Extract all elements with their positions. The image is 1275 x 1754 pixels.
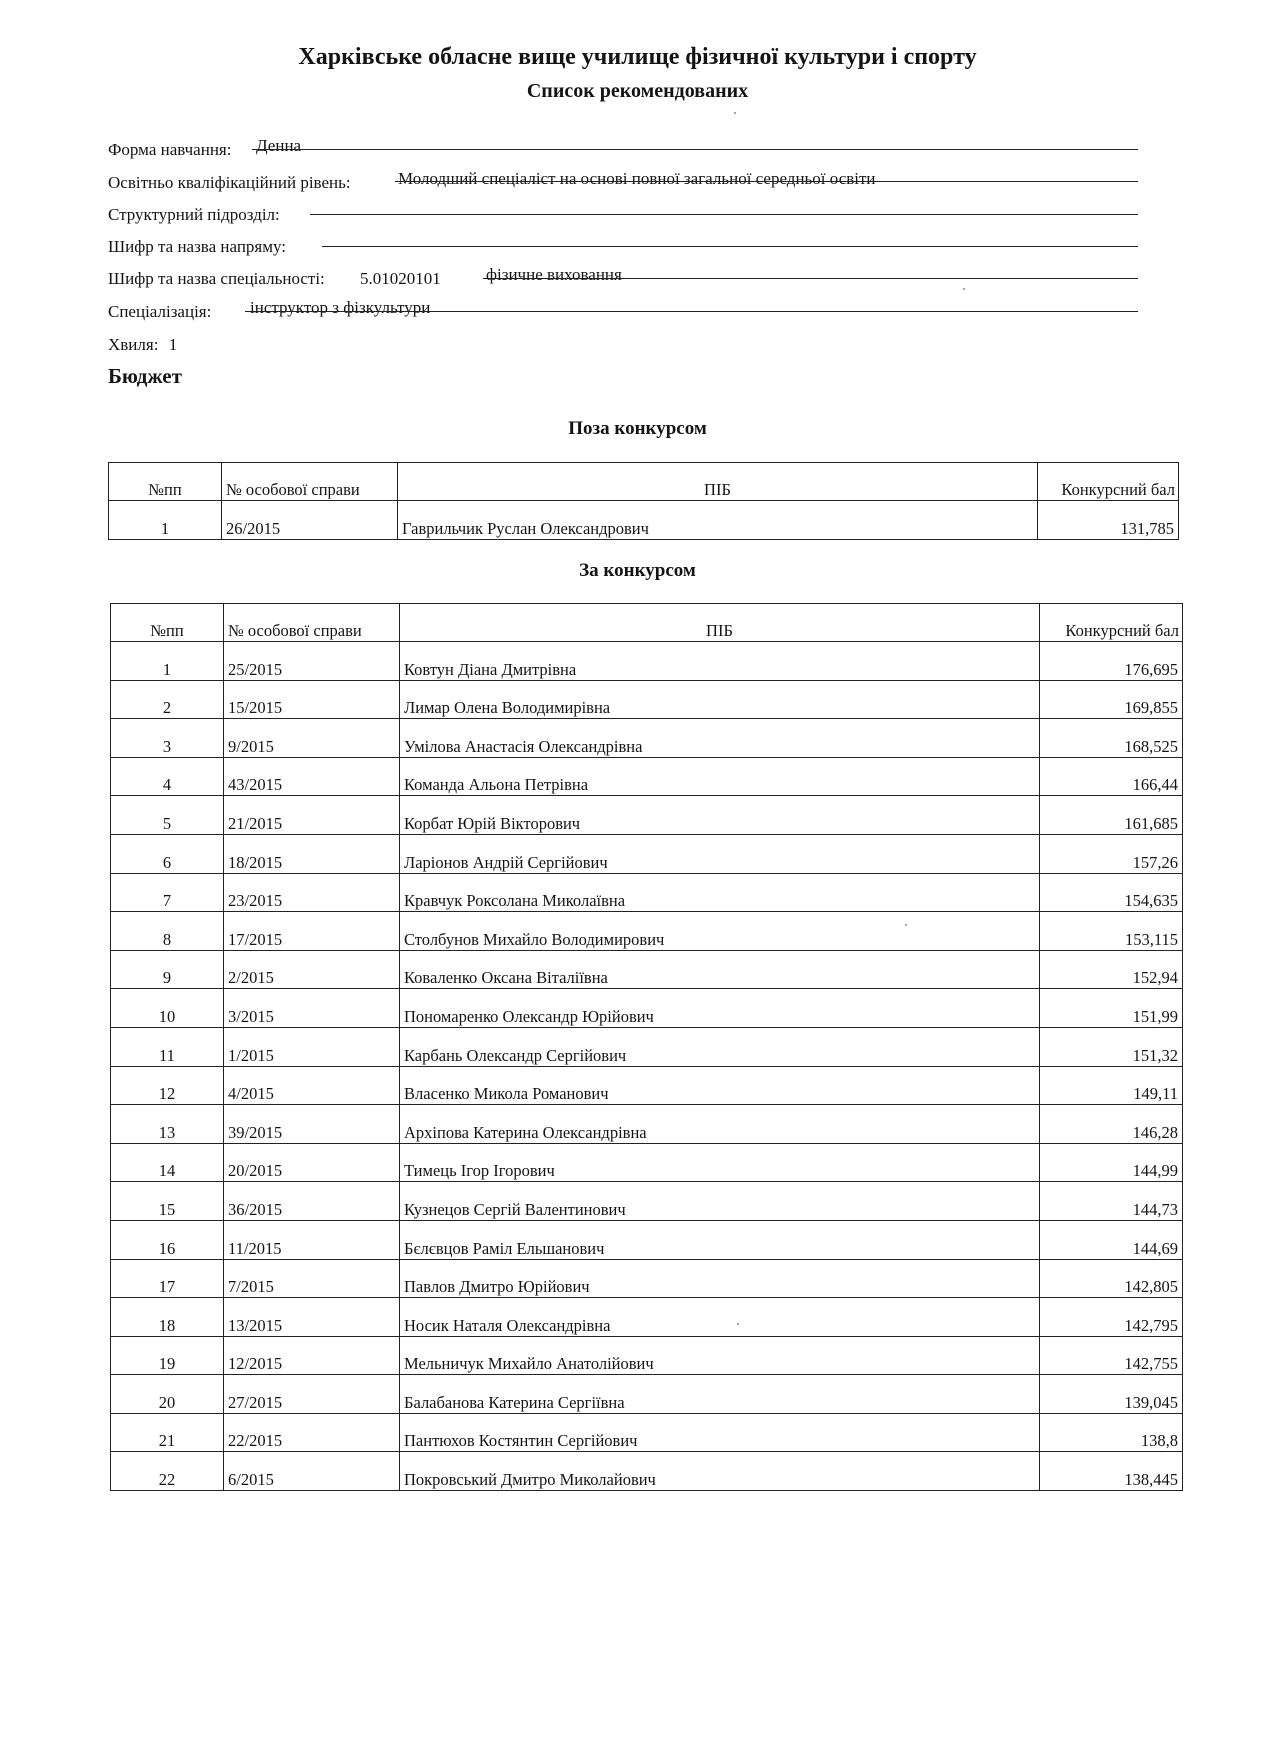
row-full-name: Ларіонов Андрій Сергійович [400, 834, 1040, 873]
row-num: 5 [111, 796, 224, 835]
row-num: 11 [111, 1027, 224, 1066]
row-full-name: Ковтун Діана Дмитрівна [400, 642, 1040, 681]
table-row [111, 1066, 1183, 1105]
field-wave [108, 335, 177, 355]
row-score: 154,635 [1040, 873, 1183, 912]
table-row [111, 757, 1183, 796]
field-label: Спеціалізація: [108, 302, 212, 321]
row-case-number: 3/2015 [224, 989, 400, 1028]
table-body [111, 642, 1183, 1491]
row-num: 15 [111, 1182, 224, 1221]
field-label: Хвиля: [108, 335, 159, 354]
row-num: 9 [111, 950, 224, 989]
out-of-competition-table [108, 462, 1179, 540]
row-score: 142,755 [1040, 1336, 1183, 1375]
scan-speck [905, 924, 907, 926]
row-score: 138,8 [1040, 1413, 1183, 1452]
row-num: 18 [111, 1298, 224, 1337]
field-value: Денна [256, 136, 302, 155]
budget-heading: Бюджет [108, 364, 182, 388]
table-row [111, 834, 1183, 873]
row-score: 142,795 [1040, 1298, 1183, 1337]
table-row [111, 950, 1183, 989]
row-case-number: 22/2015 [224, 1413, 400, 1452]
row-num: 14 [111, 1143, 224, 1182]
row-full-name: Столбунов Михайло Володимирович [400, 912, 1040, 951]
row-score: 153,115 [1040, 912, 1183, 951]
table-header-row [109, 463, 1179, 501]
table-row [111, 989, 1183, 1028]
row-case-number: 6/2015 [224, 1452, 400, 1491]
row-full-name: Кузнецов Сергій Валентинович [400, 1182, 1040, 1221]
row-case-number: 21/2015 [224, 796, 400, 835]
row-case-number: 2/2015 [224, 950, 400, 989]
row-full-name: Архіпова Катерина Олександрівна [400, 1105, 1040, 1144]
field-specialization [108, 298, 431, 322]
section-title-out-of-competition: Поза конкурсом [568, 418, 707, 439]
row-case-number: 12/2015 [224, 1336, 400, 1375]
row-full-name: Умілова Анастасія Олександрівна [400, 719, 1040, 758]
competition-table [110, 603, 1183, 1491]
row-num: 21 [111, 1413, 224, 1452]
row-score: 146,28 [1040, 1105, 1183, 1144]
row-score: 151,32 [1040, 1027, 1183, 1066]
row-case-number: 27/2015 [224, 1375, 400, 1414]
row-num: 17 [111, 1259, 224, 1298]
row-num: 12 [111, 1066, 224, 1105]
underline [245, 311, 1138, 312]
table-body [109, 501, 1179, 540]
row-case-number: 1/2015 [224, 1027, 400, 1066]
field-label: Шифр та назва спеціальності: [108, 269, 325, 288]
row-num: 16 [111, 1220, 224, 1259]
table-header-row [111, 604, 1183, 642]
section-title-competition: За конкурсом [579, 560, 696, 581]
table-row [111, 1375, 1183, 1414]
field-label: Шифр та назва напряму: [108, 237, 286, 256]
table-row [111, 1413, 1183, 1452]
row-score: 144,99 [1040, 1143, 1183, 1182]
table-row [111, 1220, 1183, 1259]
table-row [111, 1259, 1183, 1298]
row-num: 4 [111, 757, 224, 796]
column-header-case: № особової справи [224, 604, 400, 642]
field-division [108, 205, 280, 225]
list-title: Список рекомендованих [526, 80, 749, 102]
row-score: 138,445 [1040, 1452, 1183, 1491]
table-row [111, 1105, 1183, 1144]
row-full-name: Карбань Олександр Сергійович [400, 1027, 1040, 1066]
row-num: 20 [111, 1375, 224, 1414]
field-label: Структурний підрозділ: [108, 205, 280, 224]
underline [395, 181, 1138, 182]
scan-speck [737, 1323, 739, 1325]
column-header-pib: ПІБ [400, 604, 1040, 642]
underline [252, 149, 1138, 150]
row-full-name: Носик Наталя Олександрівна [400, 1298, 1040, 1337]
row-full-name: Бєлєвцов Раміл Ельшанович [400, 1220, 1040, 1259]
row-score: 166,44 [1040, 757, 1183, 796]
row-full-name: Мельничук Михайло Анатолійович [400, 1336, 1040, 1375]
column-header-score: Конкурсний бал [1038, 463, 1179, 501]
field-value: Молодший спеціаліст на основі повної загальної середньої освіти [398, 169, 876, 188]
table-row [111, 912, 1183, 951]
column-header-num: №пп [111, 604, 224, 642]
table-row [109, 501, 1179, 540]
row-full-name: Гаврильчик Руслан Олександрович [398, 501, 1038, 540]
table-row [111, 1298, 1183, 1337]
row-case-number: 4/2015 [224, 1066, 400, 1105]
column-header-pib: ПІБ [398, 463, 1038, 501]
specialty-code: 5.01020101 [360, 269, 441, 288]
row-full-name: Балабанова Катерина Сергіївна [400, 1375, 1040, 1414]
field-specialty [108, 265, 622, 289]
row-score: 176,695 [1040, 642, 1183, 681]
scan-speck [734, 112, 736, 114]
field-value: інструктор з фізкультури [250, 298, 431, 317]
row-case-number: 9/2015 [224, 719, 400, 758]
table-row [111, 642, 1183, 681]
field-value: 1 [168, 335, 178, 354]
row-full-name: Коваленко Оксана Віталіївна [400, 950, 1040, 989]
row-full-name: Лимар Олена Володимирівна [400, 680, 1040, 719]
row-num: 13 [111, 1105, 224, 1144]
row-score: 161,685 [1040, 796, 1183, 835]
underline [310, 214, 1138, 215]
row-case-number: 15/2015 [224, 680, 400, 719]
table-row [111, 719, 1183, 758]
row-full-name: Команда Альона Петрівна [400, 757, 1040, 796]
row-score: 139,045 [1040, 1375, 1183, 1414]
row-full-name: Павлов Дмитро Юрійович [400, 1259, 1040, 1298]
table-row [111, 1143, 1183, 1182]
table-row [111, 1452, 1183, 1491]
row-case-number: 7/2015 [224, 1259, 400, 1298]
row-num: 7 [111, 873, 224, 912]
row-full-name: Покровський Дмитро Миколайович [400, 1452, 1040, 1491]
column-header-score: Конкурсний бал [1040, 604, 1183, 642]
underline [483, 278, 1138, 279]
row-score: 144,69 [1040, 1220, 1183, 1259]
row-case-number: 20/2015 [224, 1143, 400, 1182]
row-num: 1 [109, 501, 222, 540]
field-qualification [108, 169, 876, 193]
row-case-number: 26/2015 [222, 501, 398, 540]
row-score: 169,855 [1040, 680, 1183, 719]
row-num: 3 [111, 719, 224, 758]
row-case-number: 18/2015 [224, 834, 400, 873]
row-case-number: 17/2015 [224, 912, 400, 951]
row-score: 149,11 [1040, 1066, 1183, 1105]
table-row [111, 1182, 1183, 1221]
table-row [111, 796, 1183, 835]
row-score: 151,99 [1040, 989, 1183, 1028]
row-case-number: 23/2015 [224, 873, 400, 912]
row-case-number: 36/2015 [224, 1182, 400, 1221]
table-row [111, 1027, 1183, 1066]
column-header-num: №пп [109, 463, 222, 501]
row-score: 142,805 [1040, 1259, 1183, 1298]
row-full-name: Пантюхов Костянтин Сергійович [400, 1413, 1040, 1452]
row-case-number: 39/2015 [224, 1105, 400, 1144]
field-label: Форма навчання: [108, 140, 232, 159]
row-full-name: Пономаренко Олександр Юрійович [400, 989, 1040, 1028]
row-num: 8 [111, 912, 224, 951]
row-num: 1 [111, 642, 224, 681]
row-case-number: 43/2015 [224, 757, 400, 796]
row-full-name: Кравчук Роксолана Миколаївна [400, 873, 1040, 912]
field-label: Освітньо кваліфікаційний рівень: [108, 173, 351, 192]
table-row [111, 680, 1183, 719]
row-full-name: Корбат Юрій Вікторович [400, 796, 1040, 835]
row-case-number: 25/2015 [224, 642, 400, 681]
column-header-case: № особової справи [222, 463, 398, 501]
row-num: 22 [111, 1452, 224, 1491]
field-value: фізичне виховання [486, 265, 622, 284]
row-num: 10 [111, 989, 224, 1028]
row-case-number: 13/2015 [224, 1298, 400, 1337]
table-row [111, 873, 1183, 912]
row-num: 6 [111, 834, 224, 873]
row-score: 144,73 [1040, 1182, 1183, 1221]
table-row [111, 1336, 1183, 1375]
row-full-name: Тимець Ігор Ігорович [400, 1143, 1040, 1182]
row-score: 152,94 [1040, 950, 1183, 989]
row-score: 131,785 [1038, 501, 1179, 540]
underline [322, 246, 1138, 247]
row-full-name: Власенко Микола Романович [400, 1066, 1040, 1105]
field-direction [108, 237, 286, 257]
row-num: 2 [111, 680, 224, 719]
field-study-form [108, 136, 302, 160]
row-case-number: 11/2015 [224, 1220, 400, 1259]
scan-speck [963, 288, 965, 290]
row-score: 168,525 [1040, 719, 1183, 758]
institution-title: Харківське обласне вище училище фізичної культури і спорту [298, 44, 977, 70]
row-score: 157,26 [1040, 834, 1183, 873]
row-num: 19 [111, 1336, 224, 1375]
